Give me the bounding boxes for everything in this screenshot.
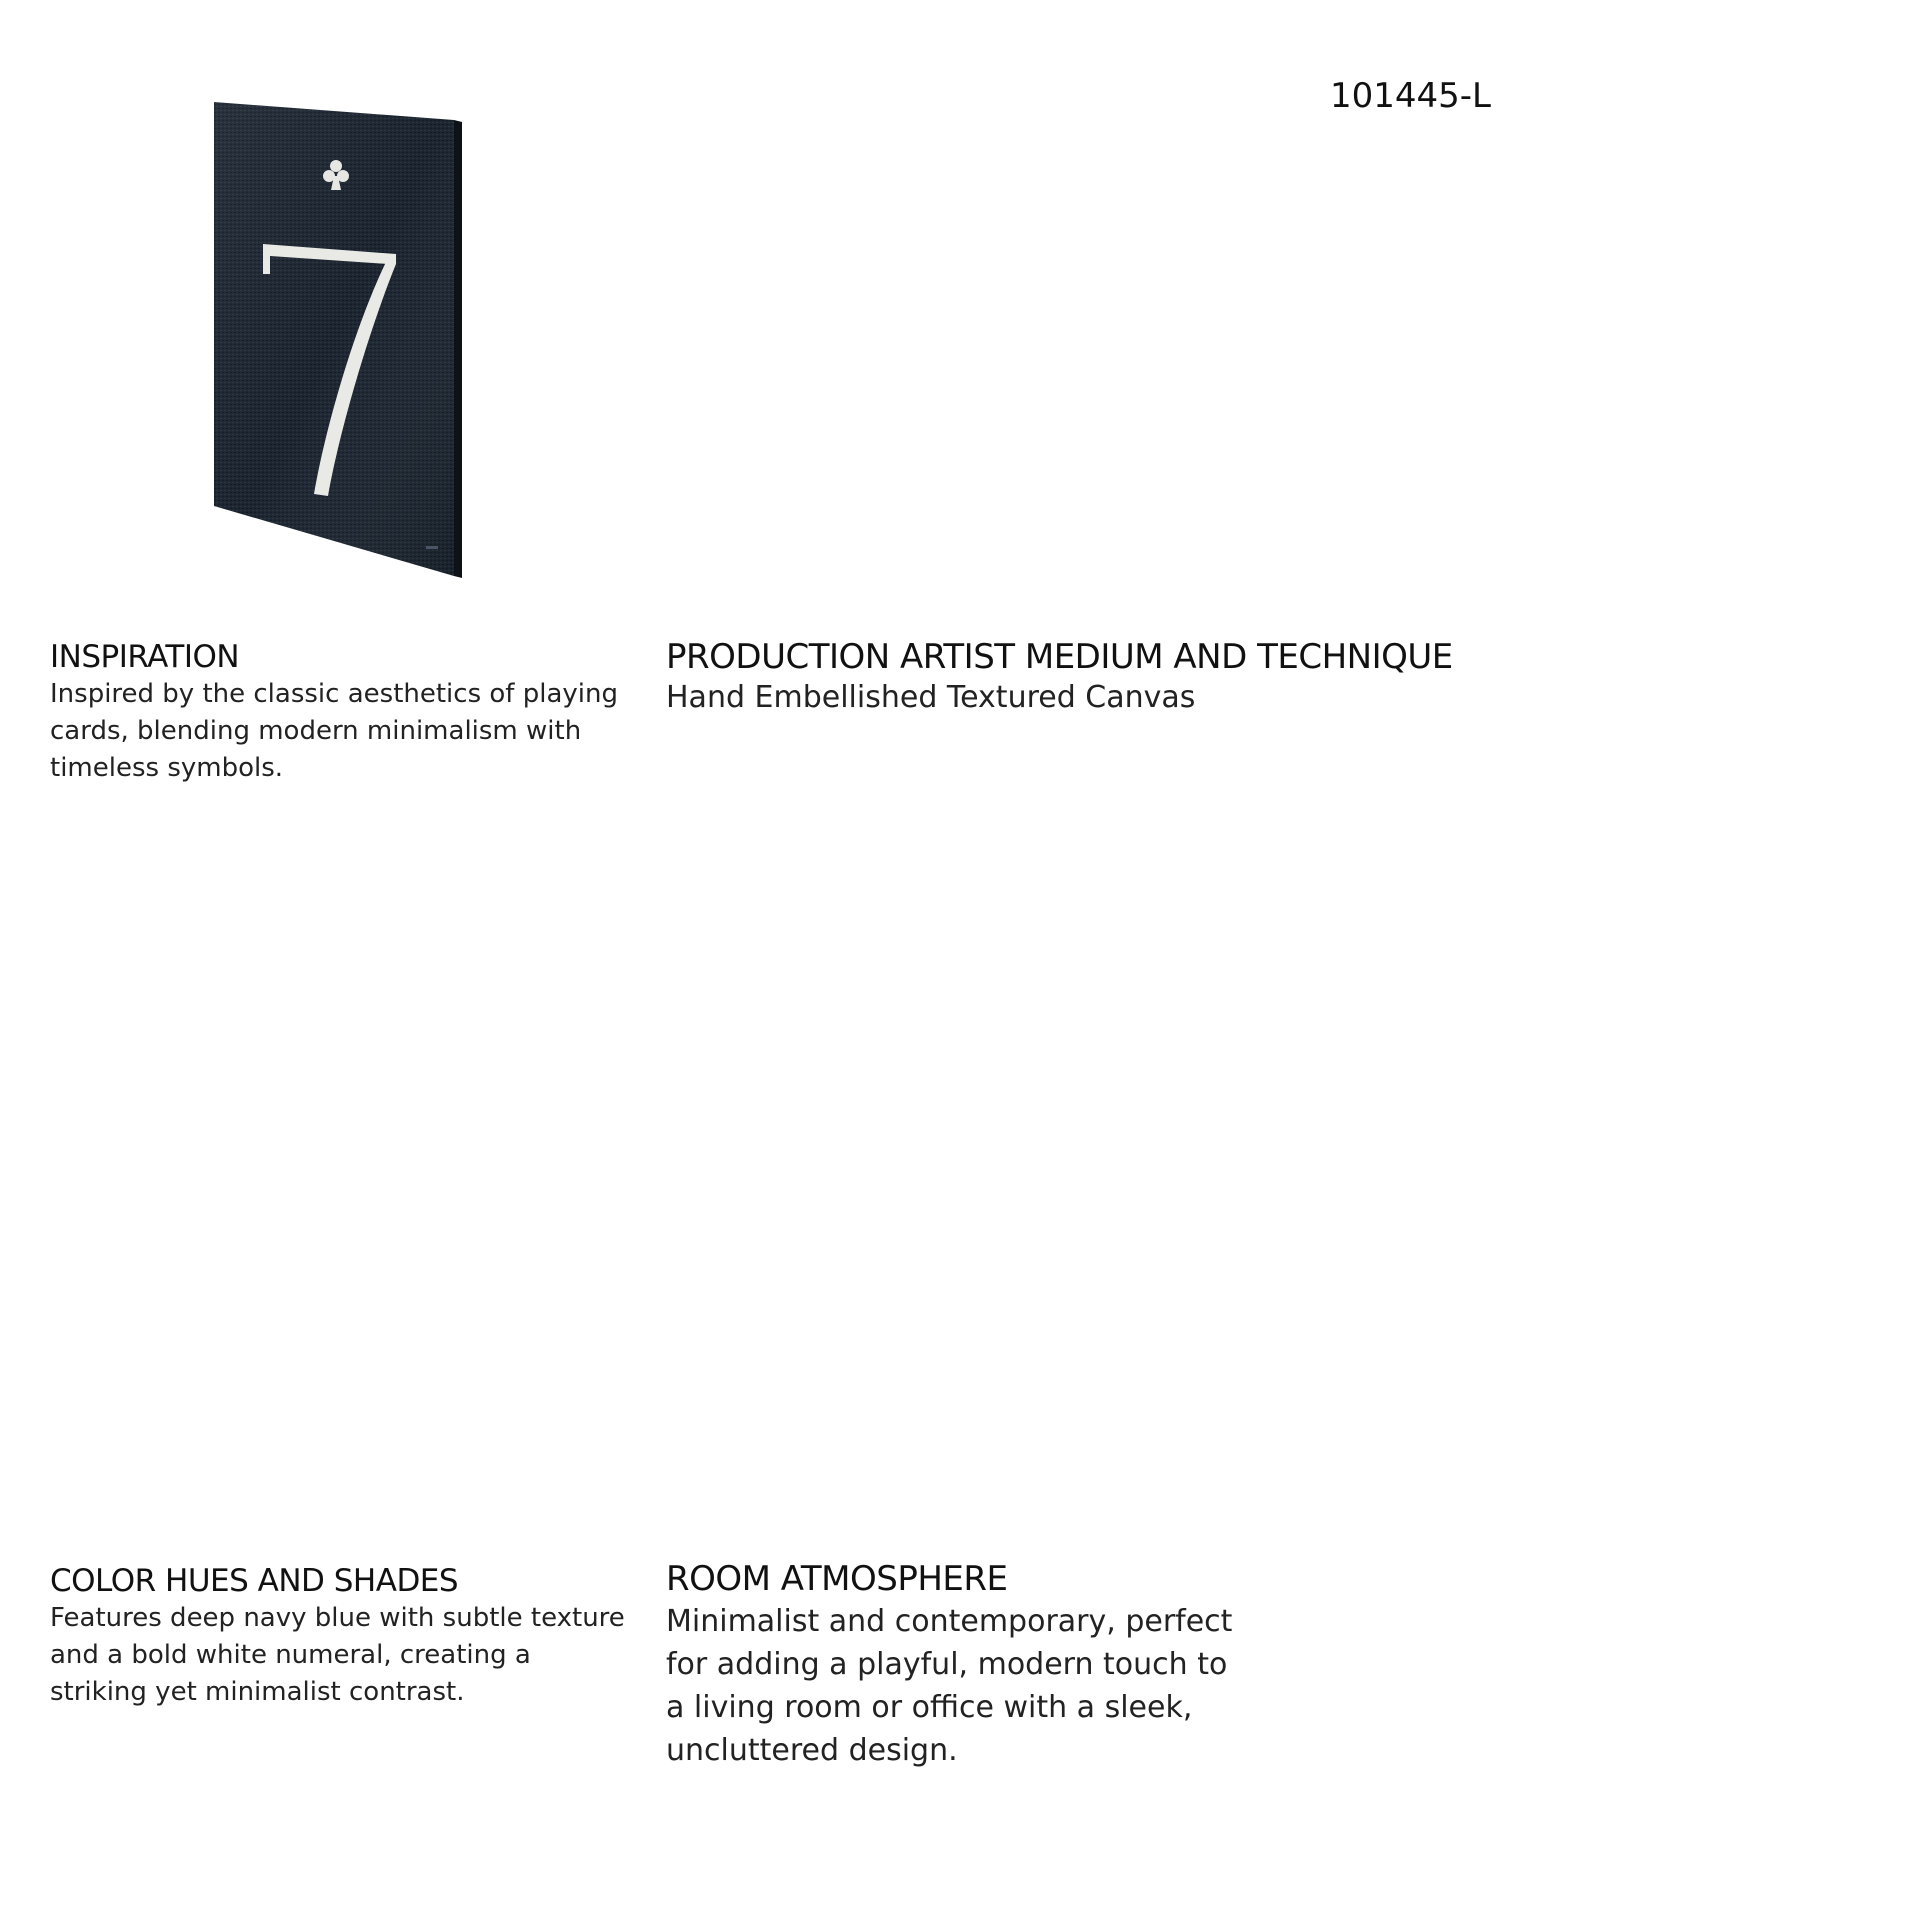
inspiration-title: INSPIRATION bbox=[50, 639, 240, 675]
production-section bbox=[666, 636, 1566, 718]
inspiration-section bbox=[50, 638, 620, 787]
inspiration-body: Inspired by the classic aesthetics of playing cards, blending modern minimalism with timeless symbols. bbox=[50, 679, 618, 783]
production-body: Hand Embellished Textured Canvas bbox=[666, 680, 1196, 715]
room-body: Minimalist and contemporary, perfect for adding a playful, modern touch to a living room or office with a sleek, uncluttered design. bbox=[666, 1604, 1233, 1768]
color-section bbox=[50, 1562, 630, 1711]
product-code: 101445-L bbox=[1330, 76, 1492, 116]
canvas-edge bbox=[454, 120, 462, 578]
color-title: COLOR HUES AND SHADES bbox=[50, 1563, 459, 1599]
room-section bbox=[666, 1558, 1246, 1772]
production-title: PRODUCTION ARTIST MEDIUM AND TECHNIQUE bbox=[666, 637, 1453, 677]
room-title: ROOM ATMOSPHERE bbox=[666, 1559, 1008, 1599]
artwork-canvas-image bbox=[208, 98, 468, 580]
color-body: Features deep navy blue with subtle texture and a bold white numeral, creating a striking yet minimalist contrast. bbox=[50, 1603, 625, 1707]
